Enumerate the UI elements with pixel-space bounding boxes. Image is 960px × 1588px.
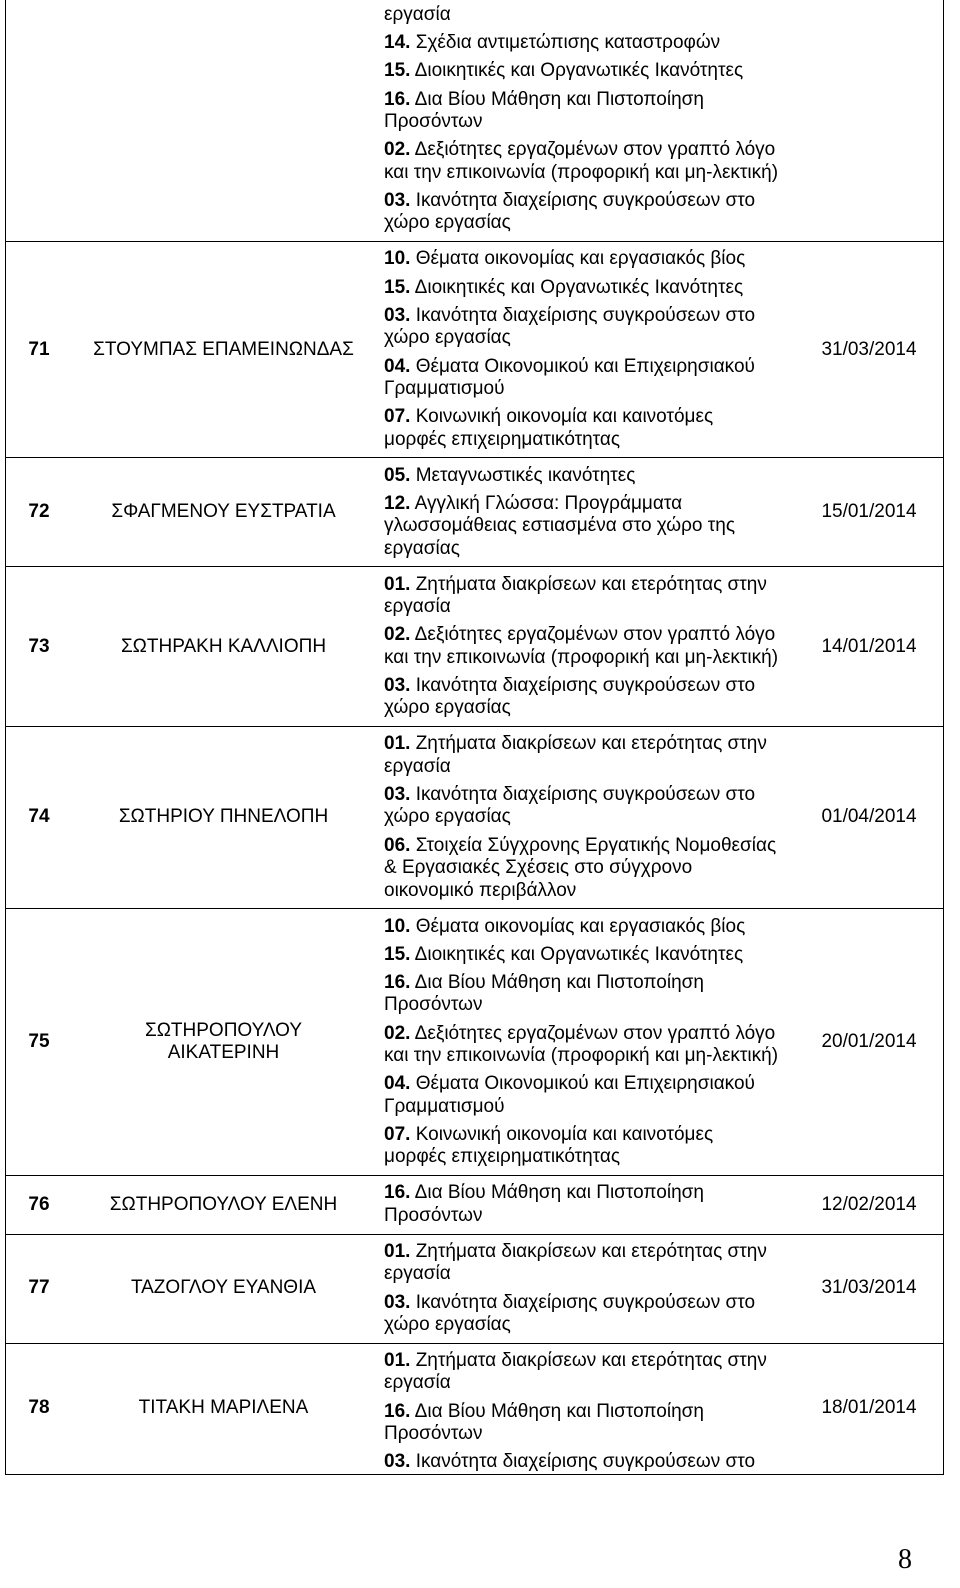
course-line (384, 857, 791, 879)
course-line (384, 190, 791, 212)
course-title: Δεξιότητες εργαζομένων στον γραπτό λόγο (414, 624, 776, 646)
course-title: Προσόντων (384, 1422, 483, 1444)
row-number: 71 (28, 338, 50, 360)
course-code: 02. (384, 624, 411, 646)
course-item (384, 356, 791, 401)
course-item (384, 1124, 791, 1169)
course-title: και την επικοινωνία (προφορική και μη-λεκτική) (384, 646, 779, 668)
course-line (384, 1292, 791, 1314)
course-title: γλωσσομάθειας εστιασμένα στο χώρο της (384, 515, 735, 537)
trainee-name-line: ΣΤΟΥΜΠΑΣ ΕΠΑΜΕΙΝΩΝΔΑΣ (93, 338, 354, 360)
course-date: 31/03/2014 (821, 338, 917, 360)
course-item (384, 1241, 791, 1286)
row-number: 74 (28, 806, 50, 828)
course-item (384, 1023, 791, 1068)
course-line (384, 1350, 791, 1372)
course-title: μορφές επιχειρηματικότητας (384, 1146, 621, 1168)
course-code: 03. (384, 304, 411, 326)
course-title: Ικανότητα διαχείρισης συγκρούσεων στο (415, 675, 756, 697)
trainee-name-line: ΣΩΤΗΡΟΠΟΥΛΟΥ ΕΛΕΝΗ (109, 1193, 338, 1215)
course-title: Δια Βίου Μάθηση και Πιστοποίηση (414, 1182, 704, 1204)
course-title: Ζητήματα διακρίσεων και ετερότητας στην (415, 1240, 767, 1262)
course-date: 20/01/2014 (821, 1030, 917, 1052)
course-code: 16. (384, 972, 411, 994)
course-line (384, 574, 791, 596)
course-item (384, 305, 791, 350)
course-line (384, 32, 791, 54)
course-title: Ικανότητα διαχείρισης συγκρούσεων στο (415, 189, 756, 211)
course-date: 18/01/2014 (821, 1397, 917, 1419)
course-line (384, 1401, 791, 1423)
course-line (384, 1096, 791, 1118)
course-title: Θέματα οικονομίας και εργασιακός βίος (415, 915, 746, 937)
course-item (384, 916, 791, 938)
trainee-name (72, 1176, 375, 1233)
course-code: 03. (384, 189, 411, 211)
course-title: Γραμματισμού (384, 1095, 505, 1117)
course-line (384, 515, 791, 537)
course-date: 01/04/2014 (821, 806, 917, 828)
row-number: 77 (28, 1277, 50, 1299)
course-line (384, 1205, 791, 1227)
course-list (375, 458, 795, 566)
course-line (384, 647, 791, 669)
row-number: 76 (28, 1193, 50, 1215)
trainee-name (72, 1235, 375, 1343)
course-code: 07. (384, 406, 411, 428)
course-item (384, 944, 791, 966)
course-title: Διοικητικές και Οργανωτικές Ικανότητες (414, 276, 744, 298)
course-title: εργασία (384, 596, 451, 618)
course-title: χώρο εργασίας (384, 327, 511, 349)
course-title: Διοικητικές και Οργανωτικές Ικανότητες (414, 943, 744, 965)
course-line (384, 596, 791, 618)
course-line (384, 89, 791, 111)
course-code: 10. (384, 915, 411, 937)
course-code: 16. (384, 88, 411, 110)
row-number: 78 (28, 1397, 50, 1419)
course-line (384, 944, 791, 966)
course-item (384, 493, 791, 560)
course-item (384, 624, 791, 669)
course-item (384, 1292, 791, 1337)
course-code: 02. (384, 139, 411, 161)
course-code: 06. (384, 834, 411, 856)
course-title: Σχέδια αντιμετώπισης καταστροφών (415, 32, 721, 54)
table-row (6, 242, 943, 458)
course-title: και την επικοινωνία (προφορική και μη-λεκτική) (384, 161, 779, 183)
course-code: 01. (384, 733, 411, 755)
course-line (384, 111, 791, 133)
course-line (384, 139, 791, 161)
table-row (6, 458, 943, 567)
course-line (384, 835, 791, 857)
course-title: χώρο εργασίας (384, 806, 511, 828)
course-code: 01. (384, 1349, 411, 1371)
course-line (384, 465, 791, 487)
course-line (384, 1451, 791, 1473)
course-code: 01. (384, 573, 411, 595)
course-title: Ικανότητα διαχείρισης συγκρούσεων στο (415, 304, 756, 326)
course-line (384, 994, 791, 1016)
course-line (384, 1182, 791, 1204)
course-title: Μεταγνωστικές ικανότητες (415, 464, 636, 486)
course-code: 10. (384, 248, 411, 270)
course-line (384, 162, 791, 184)
course-list (375, 242, 795, 457)
course-line (384, 305, 791, 327)
course-title: Γραμματισμού (384, 377, 505, 399)
trainee-name (72, 1344, 375, 1474)
course-title: εργασία (384, 3, 451, 25)
course-item (384, 1182, 791, 1227)
course-code: 14. (384, 32, 411, 54)
course-title: χώρο εργασίας (384, 1313, 511, 1335)
course-title: Ζητήματα διακρίσεων και ετερότητας στην (415, 573, 767, 595)
courses-table (5, 0, 944, 1475)
course-line (384, 697, 791, 719)
course-item (384, 1401, 791, 1446)
course-list (375, 567, 795, 726)
course-item (384, 733, 791, 778)
course-line (384, 378, 791, 400)
course-title: Ζητήματα διακρίσεων και ετερότητας στην (415, 1349, 767, 1371)
course-item (384, 465, 791, 487)
table-row (6, 909, 943, 1176)
course-title: Δεξιότητες εργαζομένων στον γραπτό λόγο (414, 1022, 776, 1044)
course-line (384, 733, 791, 755)
course-line (384, 212, 791, 234)
course-code: 16. (384, 1400, 411, 1422)
course-title: Ικανότητα διαχείρισης συγκρούσεων στο (415, 1291, 756, 1313)
course-list (375, 1344, 795, 1474)
table-row (6, 727, 943, 909)
course-code: 04. (384, 355, 411, 377)
page-number: 8 (898, 1544, 912, 1575)
trainee-name-line: ΤΑΖΟΓΛΟΥ ΕΥΑΝΘΙΑ (130, 1277, 317, 1299)
course-line (384, 916, 791, 938)
course-code: 05. (384, 464, 411, 486)
trainee-name-line: ΣΩΤΗΡΙΟΥ ΠΗΝΕΛΟΠΗ (118, 806, 329, 828)
course-item (384, 1350, 791, 1395)
course-item (384, 1451, 791, 1473)
course-code: 07. (384, 1124, 411, 1146)
course-title: Θέματα Οικονομικού και Επιχειρησιακού (415, 1073, 755, 1095)
course-line (384, 1263, 791, 1285)
course-date: 15/01/2014 (821, 501, 917, 523)
course-item (384, 574, 791, 619)
course-line (384, 1146, 791, 1168)
course-title: Αγγλική Γλώσσα: Προγράμματα (414, 492, 683, 514)
course-line (384, 972, 791, 994)
course-line (384, 784, 791, 806)
trainee-name-line: ΣΦΑΓΜΕΝΟΥ ΕΥΣΤΡΑΤΙΑ (111, 501, 336, 523)
course-line (384, 1372, 791, 1394)
course-line (384, 406, 791, 428)
course-title: και την επικοινωνία (προφορική και μη-λεκτική) (384, 1045, 779, 1067)
course-code: 12. (384, 492, 411, 514)
course-code: 02. (384, 1022, 411, 1044)
course-item (384, 89, 791, 134)
course-line (384, 493, 791, 515)
course-title: Δια Βίου Μάθηση και Πιστοποίηση (414, 972, 704, 994)
course-line (384, 1423, 791, 1445)
course-title: Ικανότητα διαχείρισης συγκρούσεων στο (415, 784, 756, 806)
course-item (384, 190, 791, 235)
course-code: 03. (384, 1451, 411, 1473)
course-code: 15. (384, 943, 411, 965)
course-title: μορφές επιχειρηματικότητας (384, 428, 621, 450)
trainee-name (72, 567, 375, 726)
course-line (384, 429, 791, 451)
course-list (375, 727, 795, 908)
course-code: 15. (384, 276, 411, 298)
row-number: 75 (28, 1030, 50, 1052)
course-line (384, 806, 791, 828)
course-item (384, 1073, 791, 1118)
trainee-name-line: ΣΩΤΗΡΑΚΗ ΚΑΛΛΙΟΠΗ (120, 635, 327, 657)
course-line (384, 1023, 791, 1045)
table-row (6, 0, 943, 242)
course-line (384, 880, 791, 902)
trainee-name (72, 242, 375, 457)
course-date: 31/03/2014 (821, 1277, 917, 1299)
trainee-name-line: ΑΙΚΑΤΕΡΙΝΗ (167, 1042, 280, 1064)
course-title: Προσόντων (384, 994, 483, 1016)
trainee-name (72, 727, 375, 908)
course-line (384, 248, 791, 270)
course-title: εργασία (384, 1263, 451, 1285)
course-title: Προσόντων (384, 1204, 483, 1226)
course-line (384, 756, 791, 778)
trainee-name-line: ΣΩΤΗΡΟΠΟΥΛΟΥ (144, 1019, 302, 1041)
course-line (384, 1241, 791, 1263)
course-title: Δια Βίου Μάθηση και Πιστοποίηση (414, 88, 704, 110)
row-number: 73 (28, 635, 50, 657)
course-title: Διοικητικές και Οργανωτικές Ικανότητες (414, 60, 744, 82)
course-code: 04. (384, 1073, 411, 1095)
course-item (384, 406, 791, 451)
course-code: 16. (384, 1182, 411, 1204)
course-line (384, 277, 791, 299)
course-list (375, 1235, 795, 1343)
course-line (384, 675, 791, 697)
course-title: & Εργασιακές Σχέσεις στο σύγχρονο (384, 857, 693, 879)
course-title: χώρο εργασίας (384, 697, 511, 719)
course-line (384, 1314, 791, 1336)
trainee-name (72, 458, 375, 566)
course-title: οικονομικό περιβάλλον (384, 879, 577, 901)
course-date: 14/01/2014 (821, 635, 917, 657)
course-line (384, 1073, 791, 1095)
trainee-name (72, 909, 375, 1175)
course-list (375, 1176, 795, 1233)
course-title: χώρο εργασίας (384, 212, 511, 234)
course-item (384, 784, 791, 829)
course-item (384, 4, 791, 26)
course-title: Κοινωνική οικονομία και καινοτόμες (415, 1124, 714, 1146)
course-line (384, 1124, 791, 1146)
course-title: εργασία (384, 1372, 451, 1394)
table-row (6, 1235, 943, 1344)
course-list (375, 0, 795, 241)
row-number (6, 0, 72, 241)
course-line (384, 624, 791, 646)
course-line (384, 1045, 791, 1067)
course-title: Θέματα οικονομίας και εργασιακός βίος (415, 248, 746, 270)
course-title: Θέματα Οικονομικού και Επιχειρησιακού (415, 355, 755, 377)
table-row (6, 1176, 943, 1234)
course-title: Ικανότητα διαχείρισης συγκρούσεων στο (415, 1451, 756, 1473)
course-line (384, 60, 791, 82)
course-item (384, 248, 791, 270)
course-code: 03. (384, 1291, 411, 1313)
course-item (384, 972, 791, 1017)
course-code: 03. (384, 784, 411, 806)
trainee-name (72, 0, 375, 241)
course-title: Δεξιότητες εργαζομένων στον γραπτό λόγο (414, 139, 776, 161)
course-list (375, 909, 795, 1175)
course-item (384, 32, 791, 54)
course-date (795, 0, 943, 241)
course-title: Δια Βίου Μάθηση και Πιστοποίηση (414, 1400, 704, 1422)
course-line (384, 538, 791, 560)
table-row (6, 567, 943, 727)
course-title: εργασίας (384, 537, 460, 559)
course-title: Στοιχεία Σύγχρονης Εργατικής Νομοθεσίας (415, 834, 777, 856)
course-title: Κοινωνική οικονομία και καινοτόμες (415, 406, 714, 428)
table-row (6, 1344, 943, 1475)
course-line (384, 4, 791, 26)
trainee-name-line: ΤΙΤΑΚΗ ΜΑΡΙΛΕΝΑ (138, 1397, 309, 1419)
course-title: Ζητήματα διακρίσεων και ετερότητας στην (415, 733, 767, 755)
course-line (384, 356, 791, 378)
course-date: 12/02/2014 (821, 1193, 917, 1215)
course-item (384, 60, 791, 82)
course-item (384, 835, 791, 902)
course-title: Προσόντων (384, 111, 483, 133)
course-code: 15. (384, 60, 411, 82)
course-item (384, 277, 791, 299)
course-title: εργασία (384, 755, 451, 777)
row-number: 72 (28, 501, 50, 523)
course-item (384, 675, 791, 720)
course-line (384, 327, 791, 349)
course-code: 03. (384, 675, 411, 697)
course-code: 01. (384, 1240, 411, 1262)
course-item (384, 139, 791, 184)
